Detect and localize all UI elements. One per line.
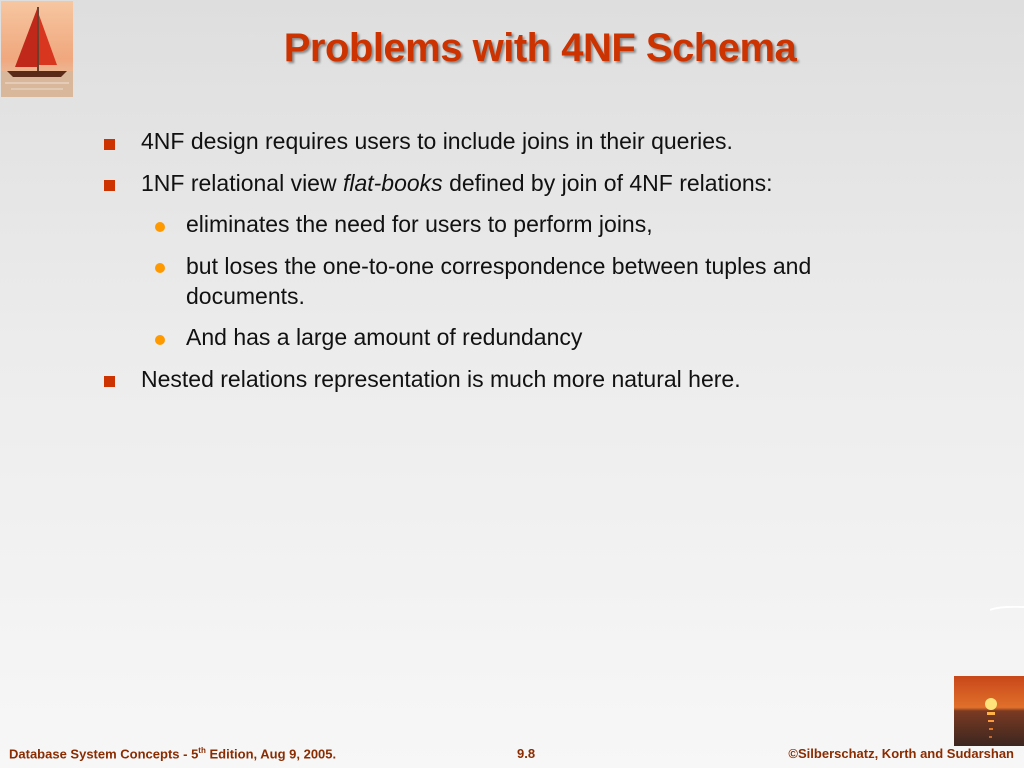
square-bullet-icon (104, 139, 115, 150)
bullet-text: Nested relations representation is much more natural here. (141, 366, 741, 392)
square-bullet-icon (104, 376, 115, 387)
round-bullet-icon (155, 263, 165, 273)
square-bullet-icon (104, 180, 115, 191)
footer-book-info: Database System Concepts - 5th Edition, Aug 9, 2005. (9, 746, 337, 762)
decorative-line (990, 606, 1024, 611)
round-bullet-icon (155, 335, 165, 345)
footer-copyright: ©Silberschatz, Korth and Sudarshan (788, 746, 1014, 761)
sub-bullet-text: but loses the one-to-one correspondence between tuples and documents. (186, 253, 812, 309)
sub-bullet-text: eliminates the need for users to perform joins, (186, 211, 653, 237)
slide-title: Problems with 4NF Schema (283, 26, 797, 70)
footer-page-number: 9.8 (517, 746, 536, 761)
round-bullet-icon (155, 222, 165, 232)
sunset-logo-icon (954, 676, 1024, 746)
bullet-text: 4NF design requires users to include joins in their queries. (141, 128, 733, 154)
sub-bullet-text: And has a large amount of redundancy (186, 324, 583, 350)
emphasis-text: flat-books (342, 170, 443, 196)
sailboat-logo-icon (1, 1, 73, 97)
bullet-text: 1NF relational view flat-books defined by join of 4NF relations: (141, 170, 773, 196)
